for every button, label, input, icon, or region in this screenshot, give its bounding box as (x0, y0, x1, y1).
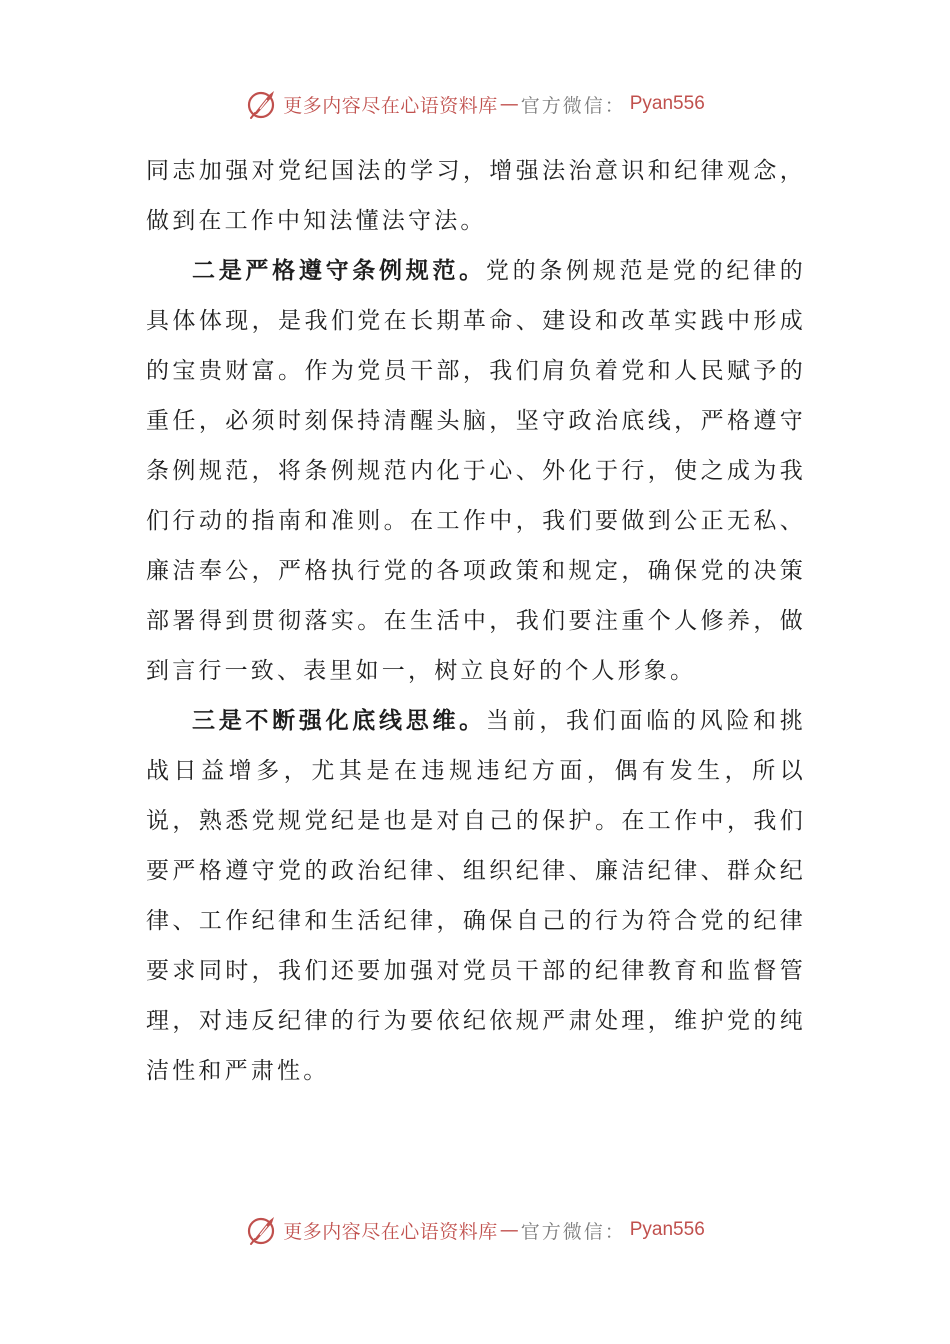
paragraph-section-two (146, 246, 806, 696)
paragraph-section-three (146, 696, 806, 1096)
section-three-text: 当前，我们面临的风险和挑战日益增多，尤其是在违规违纪方面，偶有发生，所以说，熟悉党规党纪是也是对自己的保护。在工作中，我们要严格遵守党的政治纪律、组织纪律、廉洁纪律、群众纪律、工作纪律和生活纪律，确保自己的行为符合党的纪律要求同时，我们还要加强对党员干部的纪律教育和监督管理，对违反纪律的行为要依纪依规严肃处理，维护党的纯洁性和严肃性。 (146, 708, 807, 1084)
wechat-id: Pyan556 (629, 1219, 705, 1240)
page-header-banner (0, 86, 950, 122)
wechat-label: 官方微信： (520, 1220, 626, 1243)
section-two-text: 党的条例规范是党的纪律的具体体现，是我们党在长期革命、建设和改革实践中形成的宝贵财富。作为党员干部，我们肩负着党和人民赋予的重任，必须时刻保持清醒头脑，坚守政治底线，严格遵守条例规范，将条例规范内化于心、外化于行，使之成为我们行动的指南和准则。在工作中，我们要做到公正无私、廉洁奉公，严格执行党的各项政策和规定，确保党的决策部署得到贯彻落实。在生活中，我们要注重个人修养，做到言行一致、表里如一，树立良好的个人形象。 (146, 258, 807, 684)
wechat-id: Pyan556 (629, 93, 705, 114)
quill-pen-icon (245, 87, 279, 121)
banner-text: 更多内容尽在心语资料库 (283, 1220, 498, 1243)
section-two-heading: 二是严格遵守条例规范。 (192, 258, 486, 284)
banner-dash: — (499, 1219, 519, 1241)
document-body (146, 146, 806, 1096)
quill-pen-icon (245, 1213, 279, 1247)
section-three-heading: 三是不断强化底线思维。 (192, 708, 486, 734)
paragraph-continuation: 同志加强对党纪国法的学习，增强法治意识和纪律观念，做到在工作中知法懂法守法。 (146, 158, 806, 234)
page-footer-banner (0, 1212, 950, 1248)
wechat-label: 官方微信： (520, 94, 626, 117)
banner-dash: — (499, 93, 519, 115)
banner-text: 更多内容尽在心语资料库 (283, 94, 498, 117)
